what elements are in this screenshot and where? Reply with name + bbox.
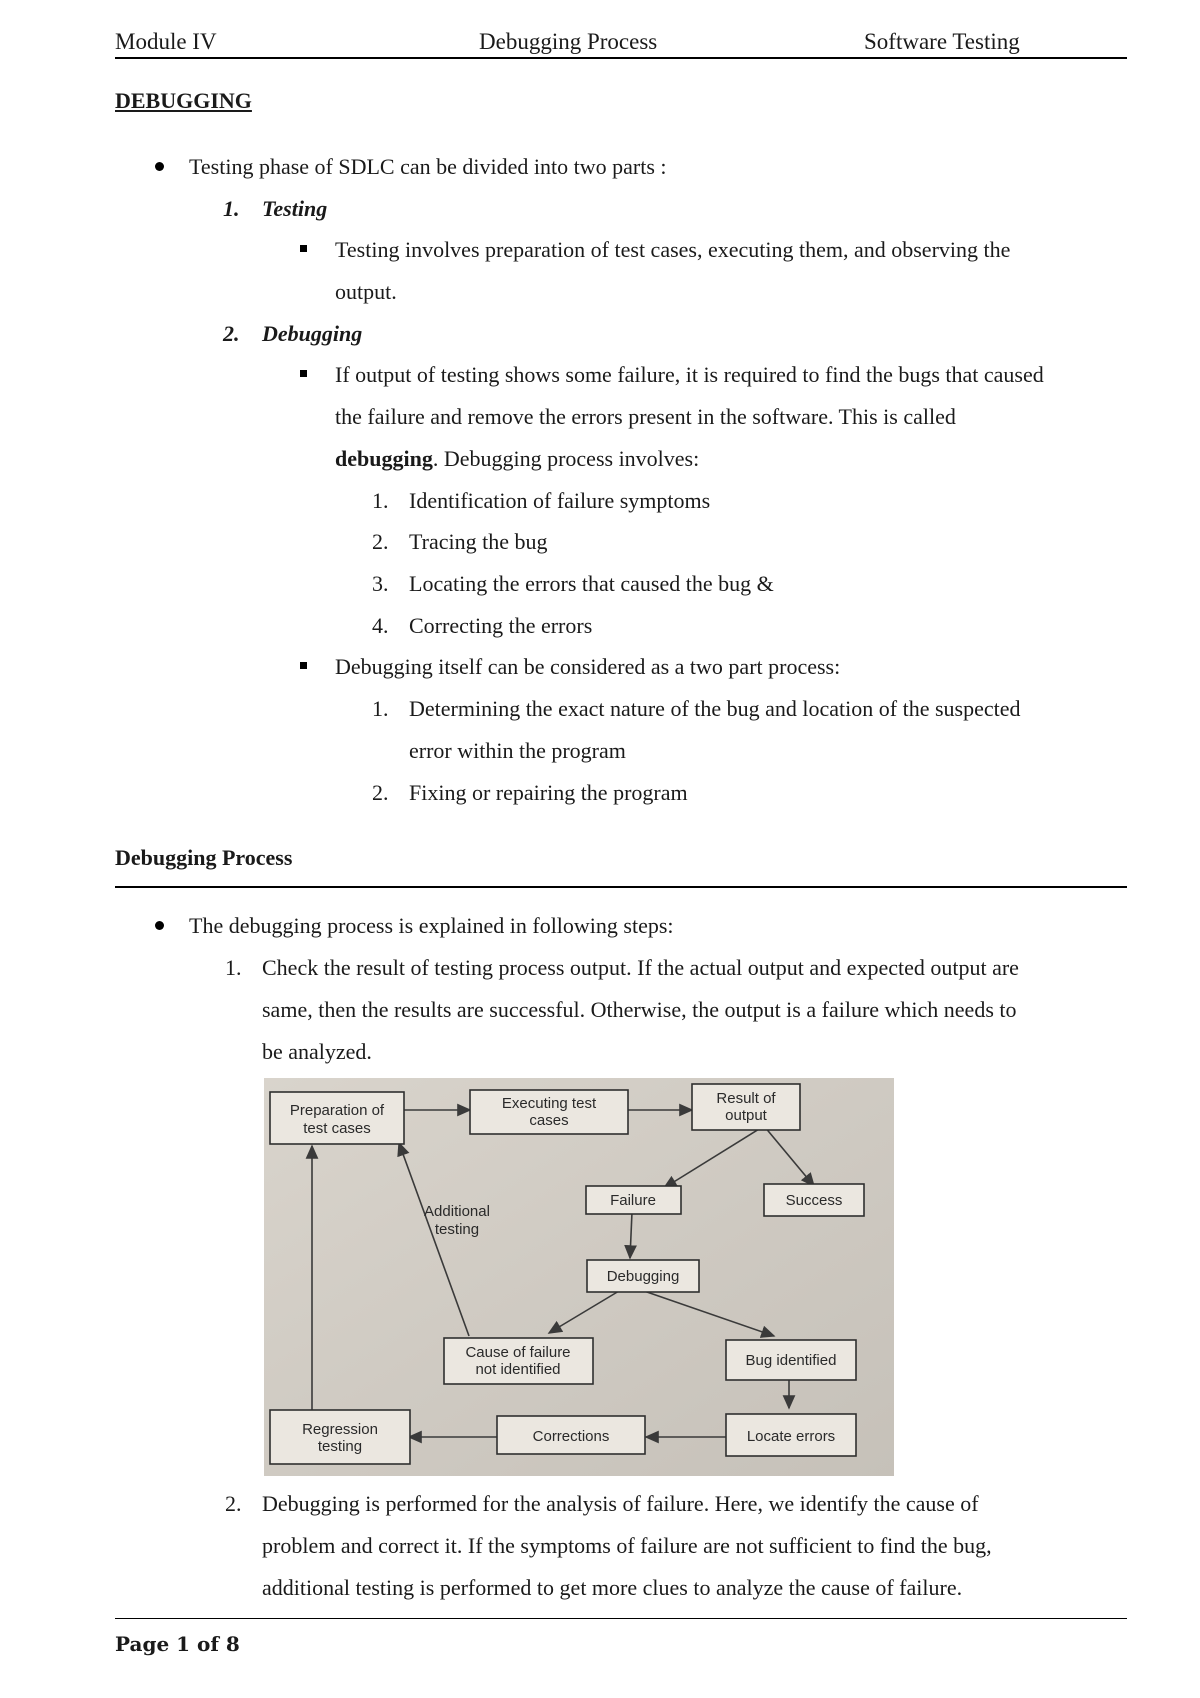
bullet-icon	[155, 162, 164, 171]
section-title-debugging-process: Debugging Process	[115, 845, 293, 870]
debugging-term: debugging	[335, 446, 433, 471]
node-result: Result of	[716, 1090, 776, 1107]
node-regression: Regression	[302, 1421, 378, 1438]
bullet-text: Testing phase of SDLC can be divided into two parts :	[189, 154, 667, 179]
part-number: 1.	[223, 196, 240, 221]
square-bullet-icon	[300, 370, 307, 377]
node-cause-cont: not identified	[475, 1361, 561, 1378]
node-cause: Cause of failure	[465, 1344, 571, 1361]
step-text: Check the result of testing process output. If the actual output and expected output are	[262, 955, 1019, 980]
section-title-debugging: DEBUGGING	[115, 88, 252, 113]
step-number: 2.	[372, 780, 389, 805]
step-number: 1.	[225, 955, 242, 980]
step-number: 1.	[372, 488, 389, 513]
part-title-debugging: Debugging	[262, 321, 363, 346]
node-preparation-cont: test cases	[303, 1120, 371, 1137]
header-subject: Software Testing	[864, 29, 1020, 54]
node-preparation: Preparation of	[289, 1102, 385, 1119]
node-corrections: Corrections	[532, 1428, 610, 1445]
section-rule	[115, 886, 1127, 888]
step-number: 2.	[225, 1491, 242, 1516]
debugging-description-line3	[335, 444, 699, 474]
two-part-intro: Debugging itself can be considered as a two part process:	[335, 654, 841, 679]
step-text: Correcting the errors	[409, 613, 593, 638]
step-text: Fixing or repairing the program	[409, 780, 688, 805]
node-locate-errors: Locate errors	[746, 1428, 836, 1445]
step-text: Debugging is performed for the analysis of failure. Here, we identify the cause of	[262, 1491, 979, 1516]
node-debugging: Debugging	[606, 1268, 680, 1285]
node-regression-cont: testing	[317, 1438, 363, 1455]
node-bug-identified: Bug identified	[745, 1352, 837, 1369]
step-number: 3.	[372, 571, 389, 596]
part-number: 2.	[223, 321, 240, 346]
debugging-description-rest: . Debugging process involves:	[432, 446, 700, 471]
header-rule	[115, 57, 1127, 59]
footer-rule	[115, 1618, 1127, 1619]
step-text-cont: be analyzed.	[262, 1039, 372, 1064]
step-number: 1.	[372, 696, 389, 721]
square-bullet-icon	[300, 245, 307, 252]
step-text: Locating the errors that caused the bug &	[409, 571, 774, 596]
step-text-cont: same, then the results are successful. Otherwise, the output is a failure which needs to	[262, 997, 1017, 1022]
testing-description: Testing involves preparation of test cases, executing them, and observing the	[335, 237, 1011, 262]
node-result-cont: output	[725, 1107, 767, 1124]
square-bullet-icon	[300, 662, 307, 669]
bullet-text: The debugging process is explained in following steps:	[189, 913, 674, 938]
step-number: 4.	[372, 613, 389, 638]
step-text: Determining the exact nature of the bug and location of the suspected	[409, 696, 1021, 721]
part-title-testing: Testing	[262, 196, 328, 221]
header-title: Debugging Process	[479, 29, 658, 54]
debugging-description: If output of testing shows some failure, it is required to find the bugs that caused	[335, 362, 1044, 387]
step-text-cont: problem and correct it. If the symptoms of failure are not sufficient to find the bug,	[262, 1533, 992, 1558]
node-failure: Failure	[610, 1192, 656, 1209]
step-text-cont: additional testing is performed to get more clues to analyze the cause of failure.	[262, 1575, 963, 1600]
debugging-process-diagram	[264, 1078, 894, 1476]
label-additional-cont: testing	[434, 1221, 480, 1238]
testing-description-cont: output.	[335, 279, 397, 304]
page-number: Page 1 of 8	[115, 1632, 240, 1656]
node-executing: Executing test	[501, 1095, 597, 1112]
debugging-description-cont: the failure and remove the errors present in the software. This is called	[335, 404, 956, 429]
node-success: Success	[785, 1192, 843, 1209]
step-text-cont: error within the program	[409, 738, 626, 763]
header-module: Module IV	[115, 29, 217, 54]
step-number: 2.	[372, 529, 389, 554]
step-text: Tracing the bug	[409, 529, 548, 554]
node-executing-cont: cases	[529, 1112, 569, 1129]
label-additional: Additional	[424, 1203, 490, 1220]
step-text: Identification of failure symptoms	[409, 488, 711, 513]
bullet-icon	[155, 921, 164, 930]
